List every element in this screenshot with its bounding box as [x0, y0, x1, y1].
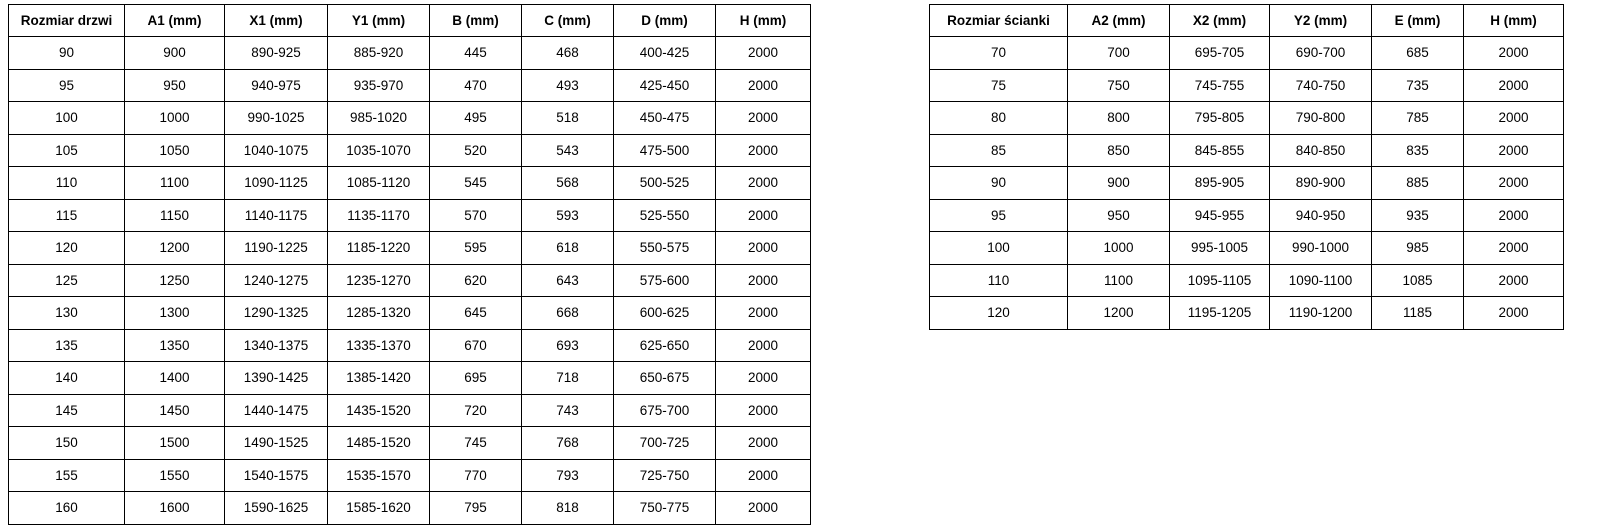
wall-table-cell: 735 [1372, 69, 1464, 102]
doors-table-cell: 718 [522, 362, 614, 395]
table-row [930, 167, 1564, 200]
doors-table-cell: 1250 [125, 264, 225, 297]
doors-table-cell: 625-650 [614, 329, 716, 362]
doors-table-cell: 95 [9, 69, 125, 102]
doors-table-cell: 525-550 [614, 199, 716, 232]
wall-table-column-header: Y2 (mm) [1270, 5, 1372, 37]
wall-table-cell: 2000 [1464, 232, 1564, 265]
wall-table-cell: 1100 [1068, 264, 1170, 297]
doors-table-cell: 620 [430, 264, 522, 297]
wall-table-cell: 940-950 [1270, 199, 1372, 232]
doors-table-cell: 568 [522, 167, 614, 200]
doors-table-cell: 1540-1575 [225, 459, 328, 492]
doors-table-column-header: X1 (mm) [225, 5, 328, 37]
doors-table-cell: 940-975 [225, 69, 328, 102]
table-row [9, 459, 811, 492]
table-row [930, 297, 1564, 330]
doors-table-cell: 425-450 [614, 69, 716, 102]
table-row [9, 264, 811, 297]
doors-table-cell: 468 [522, 37, 614, 70]
doors-table-cell: 770 [430, 459, 522, 492]
doors-table-cell: 725-750 [614, 459, 716, 492]
doors-table-cell: 1090-1125 [225, 167, 328, 200]
table-row [930, 199, 1564, 232]
wall-table-cell: 750 [1068, 69, 1170, 102]
doors-table-cell: 700-725 [614, 427, 716, 460]
doors-table-cell: 950 [125, 69, 225, 102]
doors-table-cell: 518 [522, 102, 614, 135]
wall-table-cell: 85 [930, 134, 1068, 167]
doors-table-cell: 1390-1425 [225, 362, 328, 395]
doors-table-cell: 1550 [125, 459, 225, 492]
doors-table-cell: 1440-1475 [225, 394, 328, 427]
wall-table-cell: 985 [1372, 232, 1464, 265]
table-row [930, 134, 1564, 167]
wall-table-cell: 1000 [1068, 232, 1170, 265]
wall-table-cell: 1095-1105 [1170, 264, 1270, 297]
doors-table-cell: 2000 [716, 492, 811, 525]
doors-table-cell: 520 [430, 134, 522, 167]
wall-table-cell: 890-900 [1270, 167, 1372, 200]
wall-table-cell: 700 [1068, 37, 1170, 70]
wall-table-cell: 895-905 [1170, 167, 1270, 200]
doors-table-cell: 1590-1625 [225, 492, 328, 525]
wall-table-cell: 110 [930, 264, 1068, 297]
wall-table-column-header: E (mm) [1372, 5, 1464, 37]
doors-table-cell: 105 [9, 134, 125, 167]
doors-table-cell: 990-1025 [225, 102, 328, 135]
doors-table-cell: 545 [430, 167, 522, 200]
doors-table-column-header: H (mm) [716, 5, 811, 37]
doors-table-cell: 570 [430, 199, 522, 232]
doors-table-cell: 618 [522, 232, 614, 265]
doors-table-column-header: Y1 (mm) [328, 5, 430, 37]
doors-table-cell: 400-425 [614, 37, 716, 70]
wall-table-cell: 1200 [1068, 297, 1170, 330]
wall-table-cell: 935 [1372, 199, 1464, 232]
doors-table-cell: 115 [9, 199, 125, 232]
doors-table-cell: 1490-1525 [225, 427, 328, 460]
doors-table-cell: 120 [9, 232, 125, 265]
wall-table-cell: 2000 [1464, 264, 1564, 297]
table-row [9, 329, 811, 362]
doors-table-cell: 90 [9, 37, 125, 70]
doors-table-cell: 1150 [125, 199, 225, 232]
wall-table-cell: 795-805 [1170, 102, 1270, 135]
doors-table-column-header: B (mm) [430, 5, 522, 37]
doors-table-cell: 795 [430, 492, 522, 525]
wall-table-cell: 100 [930, 232, 1068, 265]
doors-table-cell: 125 [9, 264, 125, 297]
wall-table-cell: 2000 [1464, 297, 1564, 330]
wall-table-cell: 995-1005 [1170, 232, 1270, 265]
wall-table-cell: 990-1000 [1270, 232, 1372, 265]
wall-table-cell: 785 [1372, 102, 1464, 135]
doors-table-cell: 935-970 [328, 69, 430, 102]
wall-table-cell: 2000 [1464, 37, 1564, 70]
doors-table-cell: 745 [430, 427, 522, 460]
doors-table-cell: 650-675 [614, 362, 716, 395]
doors-table-cell: 2000 [716, 297, 811, 330]
doors-table-cell: 2000 [716, 69, 811, 102]
wall-table-cell: 1195-1205 [1170, 297, 1270, 330]
wall-table-cell: 1085 [1372, 264, 1464, 297]
wall-table-cell: 1090-1100 [1270, 264, 1372, 297]
table-row [930, 37, 1564, 70]
wall-table-cell: 740-750 [1270, 69, 1372, 102]
doors-table-cell: 135 [9, 329, 125, 362]
wall-table-cell: 120 [930, 297, 1068, 330]
table-row [9, 69, 811, 102]
wall-table-cell: 850 [1068, 134, 1170, 167]
doors-table-cell: 1485-1520 [328, 427, 430, 460]
table-row [9, 167, 811, 200]
wall-table-cell: 745-755 [1170, 69, 1270, 102]
doors-table-cell: 2000 [716, 362, 811, 395]
wall-table-cell: 790-800 [1270, 102, 1372, 135]
doors-table-cell: 1335-1370 [328, 329, 430, 362]
doors-table-cell: 645 [430, 297, 522, 330]
wall-table-column-header: H (mm) [1464, 5, 1564, 37]
doors-table-cell: 1290-1325 [225, 297, 328, 330]
doors-table-cell: 985-1020 [328, 102, 430, 135]
doors-table-cell: 1450 [125, 394, 225, 427]
doors-table-cell: 550-575 [614, 232, 716, 265]
doors-table-cell: 2000 [716, 232, 811, 265]
table-row [9, 394, 811, 427]
wall-table-column-header: X2 (mm) [1170, 5, 1270, 37]
doors-table-cell: 670 [430, 329, 522, 362]
doors-table-cell: 500-525 [614, 167, 716, 200]
doors-table-cell: 1035-1070 [328, 134, 430, 167]
wall-dimensions-table [929, 4, 1564, 330]
doors-table-cell: 1585-1620 [328, 492, 430, 525]
doors-table-cell: 1350 [125, 329, 225, 362]
doors-table-cell: 693 [522, 329, 614, 362]
table-row [930, 102, 1564, 135]
doors-table-cell: 2000 [716, 37, 811, 70]
wall-table-cell: 690-700 [1270, 37, 1372, 70]
doors-table-cell: 2000 [716, 394, 811, 427]
table-row [9, 134, 811, 167]
table-row [9, 232, 811, 265]
doors-table-cell: 160 [9, 492, 125, 525]
wall-table-cell: 685 [1372, 37, 1464, 70]
doors-table-cell: 1200 [125, 232, 225, 265]
doors-table-cell: 600-625 [614, 297, 716, 330]
table-row [9, 362, 811, 395]
doors-table-cell: 1285-1320 [328, 297, 430, 330]
doors-dimensions-table [8, 4, 811, 525]
doors-table-cell: 2000 [716, 167, 811, 200]
doors-table-cell: 720 [430, 394, 522, 427]
doors-table-cell: 2000 [716, 329, 811, 362]
wall-table-cell: 90 [930, 167, 1068, 200]
doors-table-cell: 2000 [716, 427, 811, 460]
wall-table-cell: 95 [930, 199, 1068, 232]
doors-table-cell: 1140-1175 [225, 199, 328, 232]
doors-table-column-header: C (mm) [522, 5, 614, 37]
doors-table-cell: 145 [9, 394, 125, 427]
doors-table-cell: 1300 [125, 297, 225, 330]
wall-table-cell: 950 [1068, 199, 1170, 232]
table-row [9, 297, 811, 330]
doors-table-column-header: Rozmiar drzwi [9, 5, 125, 37]
doors-table-cell: 1400 [125, 362, 225, 395]
doors-table-cell: 100 [9, 102, 125, 135]
doors-table-cell: 643 [522, 264, 614, 297]
wall-table-cell: 900 [1068, 167, 1170, 200]
doors-table-cell: 1100 [125, 167, 225, 200]
doors-table-cell: 1085-1120 [328, 167, 430, 200]
doors-table-cell: 475-500 [614, 134, 716, 167]
table-header-row [9, 5, 811, 37]
wall-table-cell: 2000 [1464, 134, 1564, 167]
doors-table-cell: 793 [522, 459, 614, 492]
doors-table-column-header: A1 (mm) [125, 5, 225, 37]
doors-table-cell: 1050 [125, 134, 225, 167]
wall-table-cell: 695-705 [1170, 37, 1270, 70]
doors-table-cell: 110 [9, 167, 125, 200]
doors-table-cell: 1500 [125, 427, 225, 460]
wall-table-cell: 2000 [1464, 69, 1564, 102]
wall-dimensions-table-container [929, 4, 1564, 330]
doors-table-cell: 493 [522, 69, 614, 102]
wall-table-cell: 75 [930, 69, 1068, 102]
doors-table-cell: 470 [430, 69, 522, 102]
doors-dimensions-table-container [8, 4, 811, 525]
doors-table-cell: 2000 [716, 134, 811, 167]
doors-table-cell: 885-920 [328, 37, 430, 70]
wall-table-cell: 885 [1372, 167, 1464, 200]
doors-table-cell: 2000 [716, 459, 811, 492]
wall-table-cell: 1190-1200 [1270, 297, 1372, 330]
wall-table-cell: 800 [1068, 102, 1170, 135]
doors-table-cell: 593 [522, 199, 614, 232]
wall-table-column-header: A2 (mm) [1068, 5, 1170, 37]
doors-table-cell: 1000 [125, 102, 225, 135]
doors-table-cell: 750-775 [614, 492, 716, 525]
table-row [930, 264, 1564, 297]
wall-table-cell: 2000 [1464, 102, 1564, 135]
wall-table-cell: 70 [930, 37, 1068, 70]
doors-table-cell: 768 [522, 427, 614, 460]
doors-table-cell: 890-925 [225, 37, 328, 70]
doors-table-cell: 818 [522, 492, 614, 525]
doors-table-cell: 743 [522, 394, 614, 427]
doors-table-cell: 1040-1075 [225, 134, 328, 167]
doors-table-cell: 495 [430, 102, 522, 135]
doors-table-cell: 445 [430, 37, 522, 70]
table-row [9, 102, 811, 135]
doors-table-column-header: D (mm) [614, 5, 716, 37]
doors-table-cell: 695 [430, 362, 522, 395]
doors-table-cell: 675-700 [614, 394, 716, 427]
doors-table-cell: 1600 [125, 492, 225, 525]
table-row [930, 232, 1564, 265]
doors-table-cell: 2000 [716, 199, 811, 232]
doors-table-cell: 668 [522, 297, 614, 330]
doors-table-cell: 575-600 [614, 264, 716, 297]
doors-table-cell: 155 [9, 459, 125, 492]
table-header-row [930, 5, 1564, 37]
doors-table-cell: 1190-1225 [225, 232, 328, 265]
doors-table-cell: 1185-1220 [328, 232, 430, 265]
doors-table-cell: 1385-1420 [328, 362, 430, 395]
wall-table-cell: 835 [1372, 134, 1464, 167]
doors-table-cell: 2000 [716, 102, 811, 135]
wall-table-cell: 80 [930, 102, 1068, 135]
doors-table-cell: 2000 [716, 264, 811, 297]
table-row [9, 492, 811, 525]
table-row [9, 199, 811, 232]
doors-table-cell: 150 [9, 427, 125, 460]
doors-table-cell: 1235-1270 [328, 264, 430, 297]
wall-table-cell: 2000 [1464, 199, 1564, 232]
wall-table-column-header: Rozmiar ścianki [930, 5, 1068, 37]
doors-table-cell: 1435-1520 [328, 394, 430, 427]
doors-table-cell: 595 [430, 232, 522, 265]
doors-table-cell: 140 [9, 362, 125, 395]
doors-table-cell: 130 [9, 297, 125, 330]
wall-table-cell: 2000 [1464, 167, 1564, 200]
doors-table-cell: 1135-1170 [328, 199, 430, 232]
doors-table-cell: 1240-1275 [225, 264, 328, 297]
doors-table-cell: 1535-1570 [328, 459, 430, 492]
doors-table-cell: 450-475 [614, 102, 716, 135]
wall-table-cell: 945-955 [1170, 199, 1270, 232]
table-row [9, 427, 811, 460]
table-row [930, 69, 1564, 102]
wall-table-cell: 840-850 [1270, 134, 1372, 167]
doors-table-cell: 900 [125, 37, 225, 70]
wall-table-cell: 1185 [1372, 297, 1464, 330]
doors-table-cell: 1340-1375 [225, 329, 328, 362]
table-row [9, 37, 811, 70]
doors-table-cell: 543 [522, 134, 614, 167]
wall-table-cell: 845-855 [1170, 134, 1270, 167]
